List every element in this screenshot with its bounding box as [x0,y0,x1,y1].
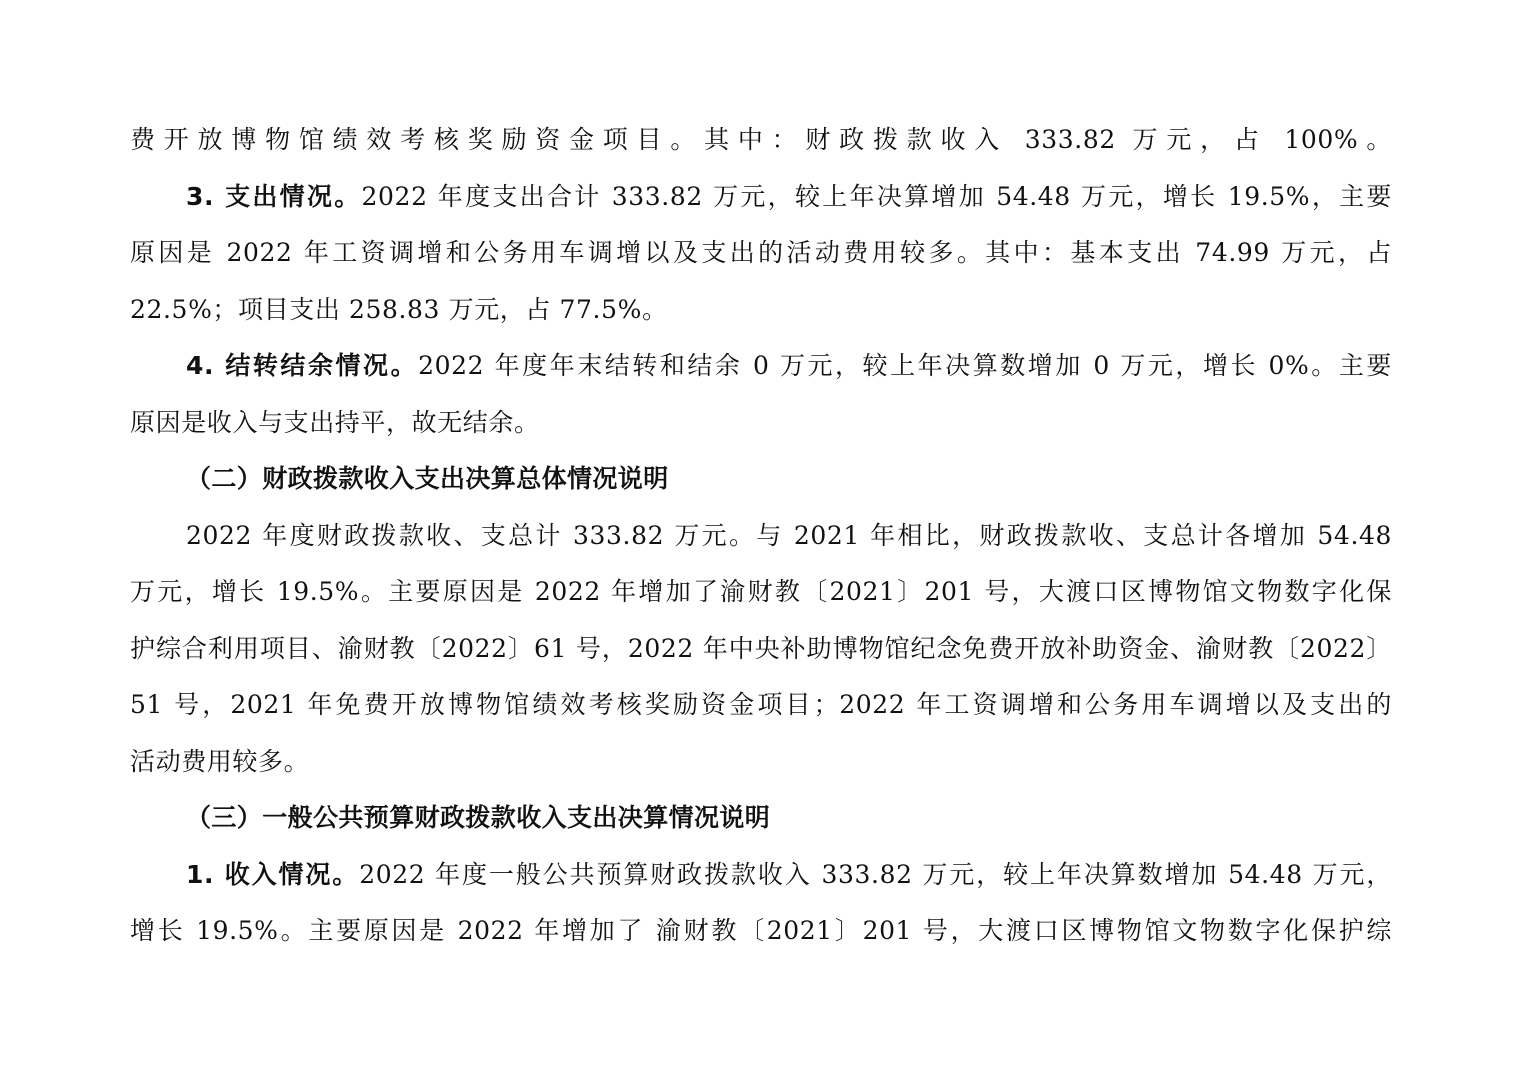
line-text: 2022 年度财政拨款收、支总计 333.82 万元。与 2021 年相比，财政拨款收、支总计各增加 54.48 [186,521,1392,550]
paragraph-line [130,911,1392,951]
line-text: 活动费用较多。 [130,747,310,776]
paragraph-line [130,742,1392,782]
section-lead: 1. 收入情况。 [186,860,360,889]
line-text: 22.5%；项目支出 258.83 万元，占 77.5%。 [130,295,668,324]
section-lead: 3. 支出情况。 [186,182,362,211]
line-text: 2022 年度年末结转和结余 0 万元，较上年决算数增加 0 万元，增长 0%。主要 [418,351,1392,380]
heading-text: （三）一般公共预算财政拨款收入支出决算情况说明 [186,803,771,832]
paragraph-line [186,516,1392,556]
line-text: 原因是收入与支出持平，故无结余。 [130,408,540,437]
line-text: 护综合利用项目、渝财教〔2022〕61 号，2022 年中央补助博物馆纪念免费开放补助资金、渝财教〔2022〕 [130,634,1392,663]
paragraph-line [130,403,1392,443]
section-heading [186,798,1392,838]
heading-text: （二）财政拨款收入支出决算总体情况说明 [186,464,669,493]
paragraph-line [130,572,1392,612]
line-text: 51 号，2021 年免费开放博物馆绩效考核奖励资金项目；2022 年工资调增和公务用车调增以及支出的 [130,690,1392,719]
section-heading [186,459,1392,499]
paragraph-line [186,855,1392,895]
line-text: 增长 19.5%。主要原因是 2022 年增加了 渝财教〔2021〕201 号，大渡口区博物馆文物数字化保护综 [130,916,1392,945]
line-text: 2022 年度支出合计 333.82 万元，较上年决算增加 54.48 万元，增长 19.5%，主要 [361,182,1392,211]
line-text: 万元，增长 19.5%。主要原因是 2022 年增加了渝财教〔2021〕201 号，大渡口区博物馆文物数字化保 [130,577,1392,606]
line-text: 费开放博物馆绩效考核奖励资金项目。其中：财政拨款收入 333.82 万元，占 100%。 [130,125,1392,154]
line-text: 2022 年度一般公共预算财政拨款收入 333.82 万元，较上年决算数增加 54.48 万元， [359,860,1392,889]
paragraph-line [130,233,1392,273]
line-text: 原因是 2022 年工资调增和公务用车调增以及支出的活动费用较多。其中：基本支出 74.99 万元，占 [130,238,1392,267]
paragraph-line [130,290,1392,330]
paragraph-line [130,629,1392,669]
paragraph-line [130,685,1392,725]
paragraph-line [130,120,1392,160]
paragraph-line [186,177,1392,217]
section-lead: 4. 结转结余情况。 [186,351,419,380]
paragraph-line [186,346,1392,386]
